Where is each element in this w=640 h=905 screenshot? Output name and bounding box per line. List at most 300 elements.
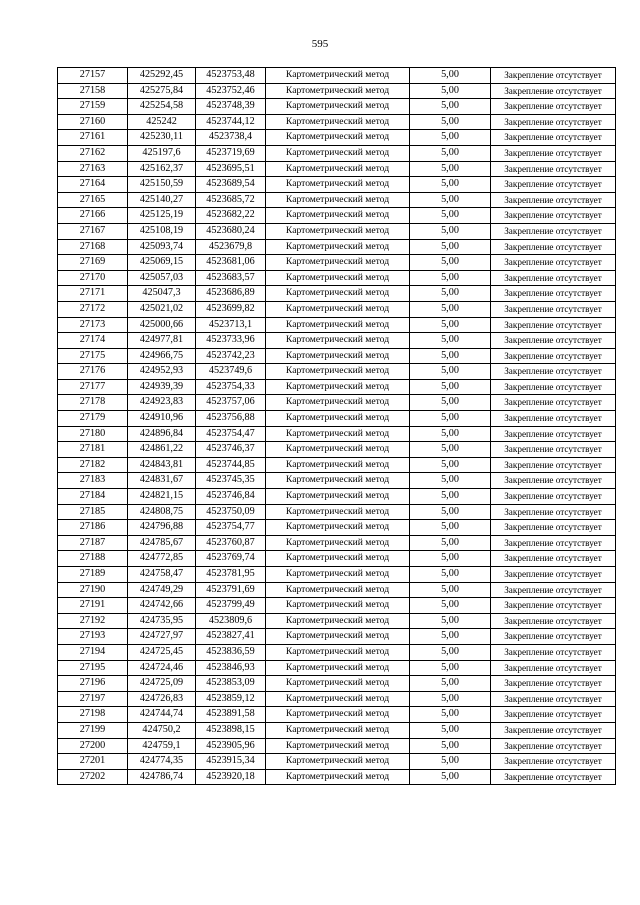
accuracy-cell: 5,00 [410,504,491,520]
x-coordinate-cell: 424774,35 [128,754,196,770]
fixation-cell: Закрепление отсутствует [491,239,616,255]
accuracy-cell: 5,00 [410,145,491,161]
accuracy-cell: 5,00 [410,208,491,224]
fixation-cell: Закрепление отсутствует [491,301,616,317]
table-row [58,520,616,536]
y-coordinate-cell: 4523769,74 [196,551,266,567]
table-row [58,582,616,598]
fixation-cell: Закрепление отсутствует [491,192,616,208]
y-coordinate-cell: 4523744,85 [196,457,266,473]
table-row [58,691,616,707]
table-row [58,255,616,271]
method-cell: Картометрический метод [266,504,410,520]
table-row [58,473,616,489]
method-cell: Картометрический метод [266,426,410,442]
point-number-cell: 27189 [58,567,128,583]
point-number-cell: 27179 [58,411,128,427]
x-coordinate-cell: 425125,19 [128,208,196,224]
fixation-cell: Закрепление отсутствует [491,411,616,427]
accuracy-cell: 5,00 [410,364,491,380]
x-coordinate-cell: 425162,37 [128,161,196,177]
table-row [58,192,616,208]
method-cell: Картометрический метод [266,489,410,505]
method-cell: Картометрический метод [266,707,410,723]
accuracy-cell: 5,00 [410,239,491,255]
method-cell: Картометрический метод [266,769,410,785]
point-number-cell: 27202 [58,769,128,785]
accuracy-cell: 5,00 [410,769,491,785]
x-coordinate-cell: 424759,1 [128,738,196,754]
table-row [58,504,616,520]
point-number-cell: 27167 [58,223,128,239]
accuracy-cell: 5,00 [410,598,491,614]
point-number-cell: 27170 [58,270,128,286]
table-row [58,99,616,115]
table-row [58,769,616,785]
x-coordinate-cell: 425292,45 [128,68,196,84]
coordinates-table-body [58,68,616,785]
method-cell: Картометрический метод [266,317,410,333]
table-row [58,629,616,645]
method-cell: Картометрический метод [266,223,410,239]
method-cell: Картометрический метод [266,473,410,489]
y-coordinate-cell: 4523719,69 [196,145,266,161]
fixation-cell: Закрепление отсутствует [491,442,616,458]
x-coordinate-cell: 424861,22 [128,442,196,458]
point-number-cell: 27199 [58,722,128,738]
x-coordinate-cell: 424772,85 [128,551,196,567]
fixation-cell: Закрепление отсутствует [491,582,616,598]
accuracy-cell: 5,00 [410,551,491,567]
table-row [58,270,616,286]
table-row [58,348,616,364]
point-number-cell: 27181 [58,442,128,458]
method-cell: Картометрический метод [266,442,410,458]
x-coordinate-cell: 425150,59 [128,177,196,193]
y-coordinate-cell: 4523781,95 [196,567,266,583]
x-coordinate-cell: 425108,19 [128,223,196,239]
table-row [58,223,616,239]
point-number-cell: 27177 [58,379,128,395]
fixation-cell: Закрепление отсутствует [491,114,616,130]
x-coordinate-cell: 425254,58 [128,99,196,115]
y-coordinate-cell: 4523742,23 [196,348,266,364]
fixation-cell: Закрепление отсутствует [491,567,616,583]
method-cell: Картометрический метод [266,177,410,193]
fixation-cell: Закрепление отсутствует [491,754,616,770]
method-cell: Картометрический метод [266,660,410,676]
fixation-cell: Закрепление отсутствует [491,473,616,489]
fixation-cell: Закрепление отсутствует [491,161,616,177]
point-number-cell: 27201 [58,754,128,770]
y-coordinate-cell: 4523859,12 [196,691,266,707]
fixation-cell: Закрепление отсутствует [491,286,616,302]
accuracy-cell: 5,00 [410,489,491,505]
fixation-cell: Закрепление отсутствует [491,270,616,286]
x-coordinate-cell: 424785,67 [128,535,196,551]
accuracy-cell: 5,00 [410,177,491,193]
accuracy-cell: 5,00 [410,520,491,536]
table-row [58,613,616,629]
fixation-cell: Закрепление отсутствует [491,348,616,364]
y-coordinate-cell: 4523846,93 [196,660,266,676]
table-row [58,411,616,427]
fixation-cell: Закрепление отсутствует [491,691,616,707]
accuracy-cell: 5,00 [410,660,491,676]
fixation-cell: Закрепление отсутствует [491,644,616,660]
point-number-cell: 27196 [58,676,128,692]
y-coordinate-cell: 4523756,88 [196,411,266,427]
point-number-cell: 27180 [58,426,128,442]
point-number-cell: 27161 [58,130,128,146]
x-coordinate-cell: 425242 [128,114,196,130]
method-cell: Картометрический метод [266,598,410,614]
point-number-cell: 27160 [58,114,128,130]
x-coordinate-cell: 424735,95 [128,613,196,629]
fixation-cell: Закрепление отсутствует [491,738,616,754]
x-coordinate-cell: 424939,39 [128,379,196,395]
method-cell: Картометрический метод [266,130,410,146]
table-row [58,145,616,161]
method-cell: Картометрический метод [266,629,410,645]
y-coordinate-cell: 4523754,33 [196,379,266,395]
x-coordinate-cell: 424977,81 [128,333,196,349]
y-coordinate-cell: 4523685,72 [196,192,266,208]
accuracy-cell: 5,00 [410,333,491,349]
method-cell: Картометрический метод [266,145,410,161]
y-coordinate-cell: 4523738,4 [196,130,266,146]
y-coordinate-cell: 4523754,77 [196,520,266,536]
method-cell: Картометрический метод [266,676,410,692]
fixation-cell: Закрепление отсутствует [491,68,616,84]
fixation-cell: Закрепление отсутствует [491,598,616,614]
fixation-cell: Закрепление отсутствует [491,489,616,505]
fixation-cell: Закрепление отсутствует [491,660,616,676]
method-cell: Картометрический метод [266,644,410,660]
y-coordinate-cell: 4523760,87 [196,535,266,551]
x-coordinate-cell: 425069,15 [128,255,196,271]
x-coordinate-cell: 425000,66 [128,317,196,333]
fixation-cell: Закрепление отсутствует [491,208,616,224]
fixation-cell: Закрепление отсутствует [491,83,616,99]
method-cell: Картометрический метод [266,457,410,473]
accuracy-cell: 5,00 [410,567,491,583]
fixation-cell: Закрепление отсутствует [491,255,616,271]
method-cell: Картометрический метод [266,301,410,317]
fixation-cell: Закрепление отсутствует [491,613,616,629]
method-cell: Картометрический метод [266,83,410,99]
method-cell: Картометрический метод [266,255,410,271]
method-cell: Картометрический метод [266,208,410,224]
y-coordinate-cell: 4523686,89 [196,286,266,302]
fixation-cell: Закрепление отсутствует [491,629,616,645]
table-row [58,239,616,255]
table-row [58,707,616,723]
fixation-cell: Закрепление отсутствует [491,551,616,567]
y-coordinate-cell: 4523699,82 [196,301,266,317]
x-coordinate-cell: 424744,74 [128,707,196,723]
method-cell: Картометрический метод [266,161,410,177]
x-coordinate-cell: 424831,67 [128,473,196,489]
method-cell: Картометрический метод [266,520,410,536]
method-cell: Картометрический метод [266,270,410,286]
table-row [58,114,616,130]
y-coordinate-cell: 4523745,35 [196,473,266,489]
accuracy-cell: 5,00 [410,130,491,146]
x-coordinate-cell: 425093,74 [128,239,196,255]
y-coordinate-cell: 4523750,09 [196,504,266,520]
fixation-cell: Закрепление отсутствует [491,769,616,785]
point-number-cell: 27194 [58,644,128,660]
x-coordinate-cell: 424742,66 [128,598,196,614]
accuracy-cell: 5,00 [410,535,491,551]
y-coordinate-cell: 4523836,59 [196,644,266,660]
point-number-cell: 27197 [58,691,128,707]
y-coordinate-cell: 4523753,48 [196,68,266,84]
point-number-cell: 27158 [58,83,128,99]
y-coordinate-cell: 4523757,06 [196,395,266,411]
method-cell: Картометрический метод [266,114,410,130]
point-number-cell: 27175 [58,348,128,364]
table-row [58,754,616,770]
table-row [58,364,616,380]
y-coordinate-cell: 4523746,37 [196,442,266,458]
x-coordinate-cell: 424966,75 [128,348,196,364]
accuracy-cell: 5,00 [410,644,491,660]
point-number-cell: 27166 [58,208,128,224]
y-coordinate-cell: 4523809,6 [196,613,266,629]
table-row [58,177,616,193]
y-coordinate-cell: 4523791,69 [196,582,266,598]
accuracy-cell: 5,00 [410,68,491,84]
accuracy-cell: 5,00 [410,411,491,427]
point-number-cell: 27193 [58,629,128,645]
point-number-cell: 27188 [58,551,128,567]
table-row [58,551,616,567]
accuracy-cell: 5,00 [410,691,491,707]
y-coordinate-cell: 4523748,39 [196,99,266,115]
x-coordinate-cell: 424896,84 [128,426,196,442]
accuracy-cell: 5,00 [410,457,491,473]
fixation-cell: Закрепление отсутствует [491,364,616,380]
point-number-cell: 27176 [58,364,128,380]
table-row [58,442,616,458]
y-coordinate-cell: 4523683,57 [196,270,266,286]
fixation-cell: Закрепление отсутствует [491,223,616,239]
x-coordinate-cell: 424726,83 [128,691,196,707]
y-coordinate-cell: 4523680,24 [196,223,266,239]
page-number: 595 [311,38,329,50]
x-coordinate-cell: 424724,46 [128,660,196,676]
accuracy-cell: 5,00 [410,348,491,364]
y-coordinate-cell: 4523752,46 [196,83,266,99]
x-coordinate-cell: 424727,97 [128,629,196,645]
point-number-cell: 27183 [58,473,128,489]
accuracy-cell: 5,00 [410,114,491,130]
table-row [58,161,616,177]
method-cell: Картометрический метод [266,754,410,770]
accuracy-cell: 5,00 [410,676,491,692]
table-row [58,457,616,473]
method-cell: Картометрический метод [266,411,410,427]
x-coordinate-cell: 425230,11 [128,130,196,146]
method-cell: Картометрический метод [266,722,410,738]
method-cell: Картометрический метод [266,364,410,380]
accuracy-cell: 5,00 [410,379,491,395]
table-row [58,598,616,614]
point-number-cell: 27186 [58,520,128,536]
accuracy-cell: 5,00 [410,738,491,754]
y-coordinate-cell: 4523689,54 [196,177,266,193]
accuracy-cell: 5,00 [410,707,491,723]
accuracy-cell: 5,00 [410,442,491,458]
accuracy-cell: 5,00 [410,754,491,770]
point-number-cell: 27191 [58,598,128,614]
x-coordinate-cell: 424923,83 [128,395,196,411]
method-cell: Картометрический метод [266,192,410,208]
x-coordinate-cell: 424725,09 [128,676,196,692]
point-number-cell: 27187 [58,535,128,551]
point-number-cell: 27157 [58,68,128,84]
fixation-cell: Закрепление отсутствует [491,457,616,473]
x-coordinate-cell: 424821,15 [128,489,196,505]
point-number-cell: 27185 [58,504,128,520]
point-number-cell: 27190 [58,582,128,598]
fixation-cell: Закрепление отсутствует [491,177,616,193]
y-coordinate-cell: 4523682,22 [196,208,266,224]
table-row [58,535,616,551]
table-row [58,83,616,99]
method-cell: Картометрический метод [266,582,410,598]
method-cell: Картометрический метод [266,333,410,349]
method-cell: Картометрический метод [266,286,410,302]
x-coordinate-cell: 425047,3 [128,286,196,302]
y-coordinate-cell: 4523679,8 [196,239,266,255]
accuracy-cell: 5,00 [410,473,491,489]
fixation-cell: Закрепление отсутствует [491,99,616,115]
y-coordinate-cell: 4523827,41 [196,629,266,645]
x-coordinate-cell: 424750,2 [128,722,196,738]
x-coordinate-cell: 425021,02 [128,301,196,317]
x-coordinate-cell: 425140,27 [128,192,196,208]
table-row [58,317,616,333]
table-row [58,208,616,224]
table-row [58,333,616,349]
table-row [58,489,616,505]
table-row [58,286,616,302]
x-coordinate-cell: 424725,45 [128,644,196,660]
point-number-cell: 27184 [58,489,128,505]
point-number-cell: 27172 [58,301,128,317]
y-coordinate-cell: 4523920,18 [196,769,266,785]
accuracy-cell: 5,00 [410,629,491,645]
table-row [58,395,616,411]
x-coordinate-cell: 424910,96 [128,411,196,427]
x-coordinate-cell: 424843,81 [128,457,196,473]
point-number-cell: 27159 [58,99,128,115]
x-coordinate-cell: 424952,93 [128,364,196,380]
accuracy-cell: 5,00 [410,395,491,411]
point-number-cell: 27162 [58,145,128,161]
fixation-cell: Закрепление отсутствует [491,130,616,146]
y-coordinate-cell: 4523853,09 [196,676,266,692]
y-coordinate-cell: 4523915,34 [196,754,266,770]
table-row [58,68,616,84]
y-coordinate-cell: 4523799,49 [196,598,266,614]
point-number-cell: 27198 [58,707,128,723]
accuracy-cell: 5,00 [410,722,491,738]
fixation-cell: Закрепление отсутствует [491,317,616,333]
method-cell: Картометрический метод [266,738,410,754]
x-coordinate-cell: 424758,47 [128,567,196,583]
accuracy-cell: 5,00 [410,582,491,598]
x-coordinate-cell: 424749,29 [128,582,196,598]
y-coordinate-cell: 4523681,06 [196,255,266,271]
point-number-cell: 27164 [58,177,128,193]
y-coordinate-cell: 4523695,51 [196,161,266,177]
accuracy-cell: 5,00 [410,613,491,629]
fixation-cell: Закрепление отсутствует [491,379,616,395]
y-coordinate-cell: 4523744,12 [196,114,266,130]
accuracy-cell: 5,00 [410,255,491,271]
y-coordinate-cell: 4523905,96 [196,738,266,754]
table-row [58,660,616,676]
fixation-cell: Закрепление отсутствует [491,145,616,161]
accuracy-cell: 5,00 [410,192,491,208]
point-number-cell: 27200 [58,738,128,754]
accuracy-cell: 5,00 [410,161,491,177]
fixation-cell: Закрепление отсутствует [491,535,616,551]
table-row [58,426,616,442]
point-number-cell: 27192 [58,613,128,629]
method-cell: Картометрический метод [266,379,410,395]
point-number-cell: 27169 [58,255,128,271]
x-coordinate-cell: 425057,03 [128,270,196,286]
point-number-cell: 27174 [58,333,128,349]
y-coordinate-cell: 4523754,47 [196,426,266,442]
fixation-cell: Закрепление отсутствует [491,722,616,738]
x-coordinate-cell: 424808,75 [128,504,196,520]
table-row [58,676,616,692]
y-coordinate-cell: 4523891,58 [196,707,266,723]
fixation-cell: Закрепление отсутствует [491,676,616,692]
accuracy-cell: 5,00 [410,83,491,99]
method-cell: Картометрический метод [266,99,410,115]
point-number-cell: 27182 [58,457,128,473]
accuracy-cell: 5,00 [410,317,491,333]
point-number-cell: 27168 [58,239,128,255]
point-number-cell: 27195 [58,660,128,676]
fixation-cell: Закрепление отсутствует [491,395,616,411]
method-cell: Картометрический метод [266,348,410,364]
accuracy-cell: 5,00 [410,301,491,317]
method-cell: Картометрический метод [266,239,410,255]
table-row [58,567,616,583]
table-row [58,379,616,395]
point-number-cell: 27173 [58,317,128,333]
point-number-cell: 27178 [58,395,128,411]
fixation-cell: Закрепление отсутствует [491,520,616,536]
y-coordinate-cell: 4523898,15 [196,722,266,738]
accuracy-cell: 5,00 [410,223,491,239]
fixation-cell: Закрепление отсутствует [491,426,616,442]
point-number-cell: 27165 [58,192,128,208]
method-cell: Картометрический метод [266,613,410,629]
x-coordinate-cell: 424786,74 [128,769,196,785]
method-cell: Картометрический метод [266,535,410,551]
table-row [58,130,616,146]
y-coordinate-cell: 4523713,1 [196,317,266,333]
